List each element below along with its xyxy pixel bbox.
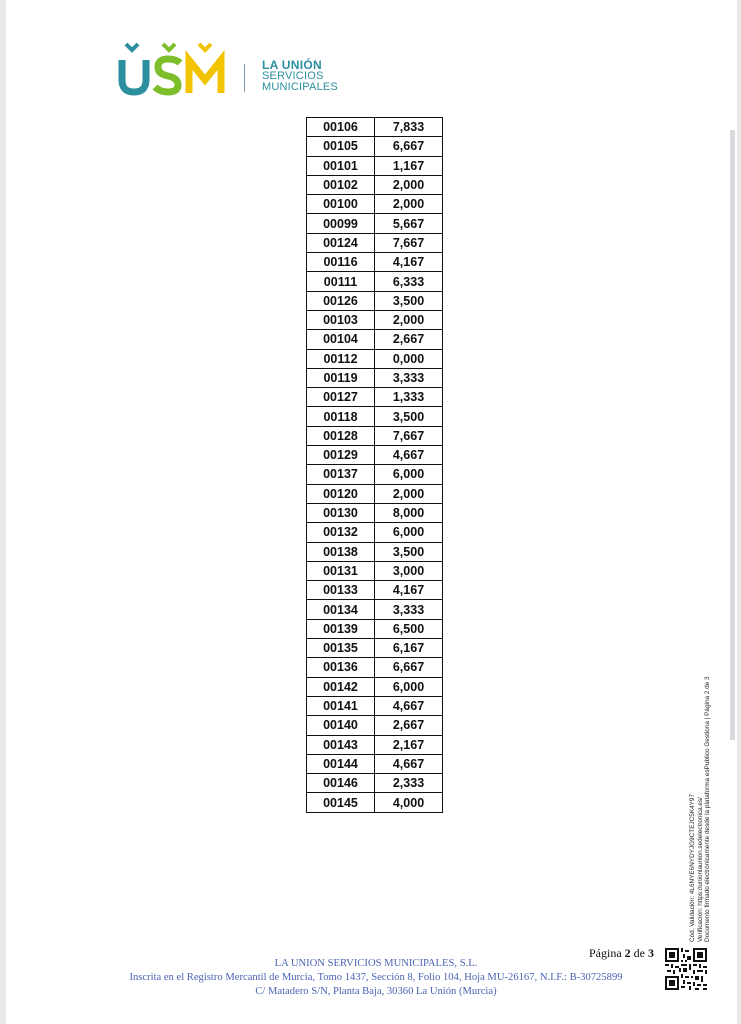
row-value: 7,667 [375, 233, 443, 252]
row-value: 2,667 [375, 330, 443, 349]
table-row [307, 735, 443, 754]
table-row [307, 407, 443, 426]
logo-divider [244, 64, 245, 92]
row-code: 00140 [307, 716, 375, 735]
table-row [307, 349, 443, 368]
table-row [307, 156, 443, 175]
row-value: 4,667 [375, 446, 443, 465]
footer-address: C/ Matadero S/N, Planta Baja, 30360 La Unión (Murcia) [255, 986, 497, 997]
row-code: 00127 [307, 388, 375, 407]
table-row [307, 368, 443, 387]
table-row [307, 774, 443, 793]
row-value: 2,000 [375, 195, 443, 214]
table-row [307, 446, 443, 465]
row-value: 6,333 [375, 272, 443, 291]
row-code: 00134 [307, 600, 375, 619]
row-code: 00145 [307, 793, 375, 812]
table-row [307, 233, 443, 252]
usm-logo-icon [118, 40, 230, 96]
row-code: 00106 [307, 118, 375, 137]
scores-table [306, 117, 443, 813]
row-code: 00141 [307, 696, 375, 715]
row-value: 6,667 [375, 658, 443, 677]
row-value: 6,667 [375, 137, 443, 156]
table-row [307, 542, 443, 561]
table-row [307, 677, 443, 696]
row-value: 7,833 [375, 118, 443, 137]
table-row [307, 426, 443, 445]
row-code: 00124 [307, 233, 375, 252]
table-row [307, 484, 443, 503]
row-value: 4,000 [375, 793, 443, 812]
table-row [307, 118, 443, 137]
logo-line-2: SERVICIOS [262, 70, 324, 82]
row-code: 00130 [307, 503, 375, 522]
row-value: 3,333 [375, 600, 443, 619]
table-row [307, 658, 443, 677]
row-code: 00129 [307, 446, 375, 465]
row-value: 6,000 [375, 465, 443, 484]
row-value: 8,000 [375, 503, 443, 522]
row-value: 5,667 [375, 214, 443, 233]
row-code: 00137 [307, 465, 375, 484]
qr-code-icon [665, 948, 707, 990]
page-edge-shadow [730, 130, 735, 740]
row-value: 1,167 [375, 156, 443, 175]
row-code: 00118 [307, 407, 375, 426]
table-row [307, 330, 443, 349]
row-code: 00146 [307, 774, 375, 793]
row-value: 2,000 [375, 484, 443, 503]
table-row [307, 272, 443, 291]
table-row [307, 793, 443, 812]
row-code: 00100 [307, 195, 375, 214]
row-code: 00099 [307, 214, 375, 233]
row-value: 7,667 [375, 426, 443, 445]
verification-url[interactable]: Verificación: https://unionlaunion.sedelectronica.es/ [696, 797, 704, 942]
logo-wordmark [262, 60, 338, 93]
row-code: 00144 [307, 754, 375, 773]
row-value: 3,500 [375, 407, 443, 426]
table-row [307, 600, 443, 619]
table-row [307, 619, 443, 638]
table-row [307, 639, 443, 658]
row-code: 00120 [307, 484, 375, 503]
table-row [307, 137, 443, 156]
row-value: 4,167 [375, 581, 443, 600]
row-code: 00131 [307, 561, 375, 580]
row-code: 00102 [307, 175, 375, 194]
table-row [307, 253, 443, 272]
row-code: 00111 [307, 272, 375, 291]
row-value: 2,000 [375, 175, 443, 194]
row-value: 3,500 [375, 291, 443, 310]
row-value: 2,167 [375, 735, 443, 754]
table-row [307, 716, 443, 735]
row-value: 2,667 [375, 716, 443, 735]
validation-side-text [689, 632, 712, 942]
row-code: 00104 [307, 330, 375, 349]
table-row [307, 581, 443, 600]
footer-company-name: LA UNION SERVICIOS MUNICIPALES, S.L. [274, 958, 478, 969]
row-value: 4,667 [375, 696, 443, 715]
logo-line-1: LA UNIÓN [262, 58, 322, 72]
row-code: 00139 [307, 619, 375, 638]
row-value: 6,000 [375, 523, 443, 542]
signature-note: Documento firmado electrónicamente desde la plataforma esPublico Gestiona | Página 2 de 3 [704, 676, 711, 942]
row-code: 00136 [307, 658, 375, 677]
row-code: 00135 [307, 639, 375, 658]
page-total: 3 [648, 946, 654, 960]
logo-line-3: MUNICIPALES [262, 81, 338, 93]
row-value: 6,500 [375, 619, 443, 638]
company-footer [106, 957, 646, 999]
row-code: 00116 [307, 253, 375, 272]
row-code: 00142 [307, 677, 375, 696]
table-row [307, 291, 443, 310]
table-row [307, 696, 443, 715]
table-row [307, 754, 443, 773]
table-row [307, 561, 443, 580]
row-value: 2,000 [375, 310, 443, 329]
table-row [307, 175, 443, 194]
footer-registry: Inscrita en el Registro Mercantil de Murcia, Tomo 1437, Sección 8, Folio 104, Hoja MU-26167, N.I.F.: B-30725899 [129, 972, 623, 983]
row-value: 6,167 [375, 639, 443, 658]
table-row [307, 195, 443, 214]
row-code: 00101 [307, 156, 375, 175]
table-row [307, 523, 443, 542]
row-value: 4,167 [375, 253, 443, 272]
row-code: 00105 [307, 137, 375, 156]
table-row [307, 214, 443, 233]
row-value: 3,500 [375, 542, 443, 561]
row-value: 3,333 [375, 368, 443, 387]
row-code: 00133 [307, 581, 375, 600]
table-row [307, 503, 443, 522]
page-current: 2 [624, 946, 631, 960]
row-value: 4,667 [375, 754, 443, 773]
row-value: 6,000 [375, 677, 443, 696]
page-separator: de [633, 946, 645, 960]
company-logo [118, 40, 368, 100]
row-value: 3,000 [375, 561, 443, 580]
row-code: 00126 [307, 291, 375, 310]
table-row [307, 310, 443, 329]
validation-code: Cód. Validación: 4L6NYE6NYDYJG9CTEJC5K4Y97 [689, 793, 696, 942]
scores-table-body [307, 118, 443, 813]
row-code: 00128 [307, 426, 375, 445]
row-code: 00103 [307, 310, 375, 329]
row-code: 00138 [307, 542, 375, 561]
table-row [307, 465, 443, 484]
row-value: 2,333 [375, 774, 443, 793]
table-row [307, 388, 443, 407]
row-code: 00132 [307, 523, 375, 542]
row-code: 00112 [307, 349, 375, 368]
page-prefix: Página [589, 946, 622, 960]
row-code: 00143 [307, 735, 375, 754]
row-value: 0,000 [375, 349, 443, 368]
row-code: 00119 [307, 368, 375, 387]
document-page [6, 0, 737, 1024]
row-value: 1,333 [375, 388, 443, 407]
